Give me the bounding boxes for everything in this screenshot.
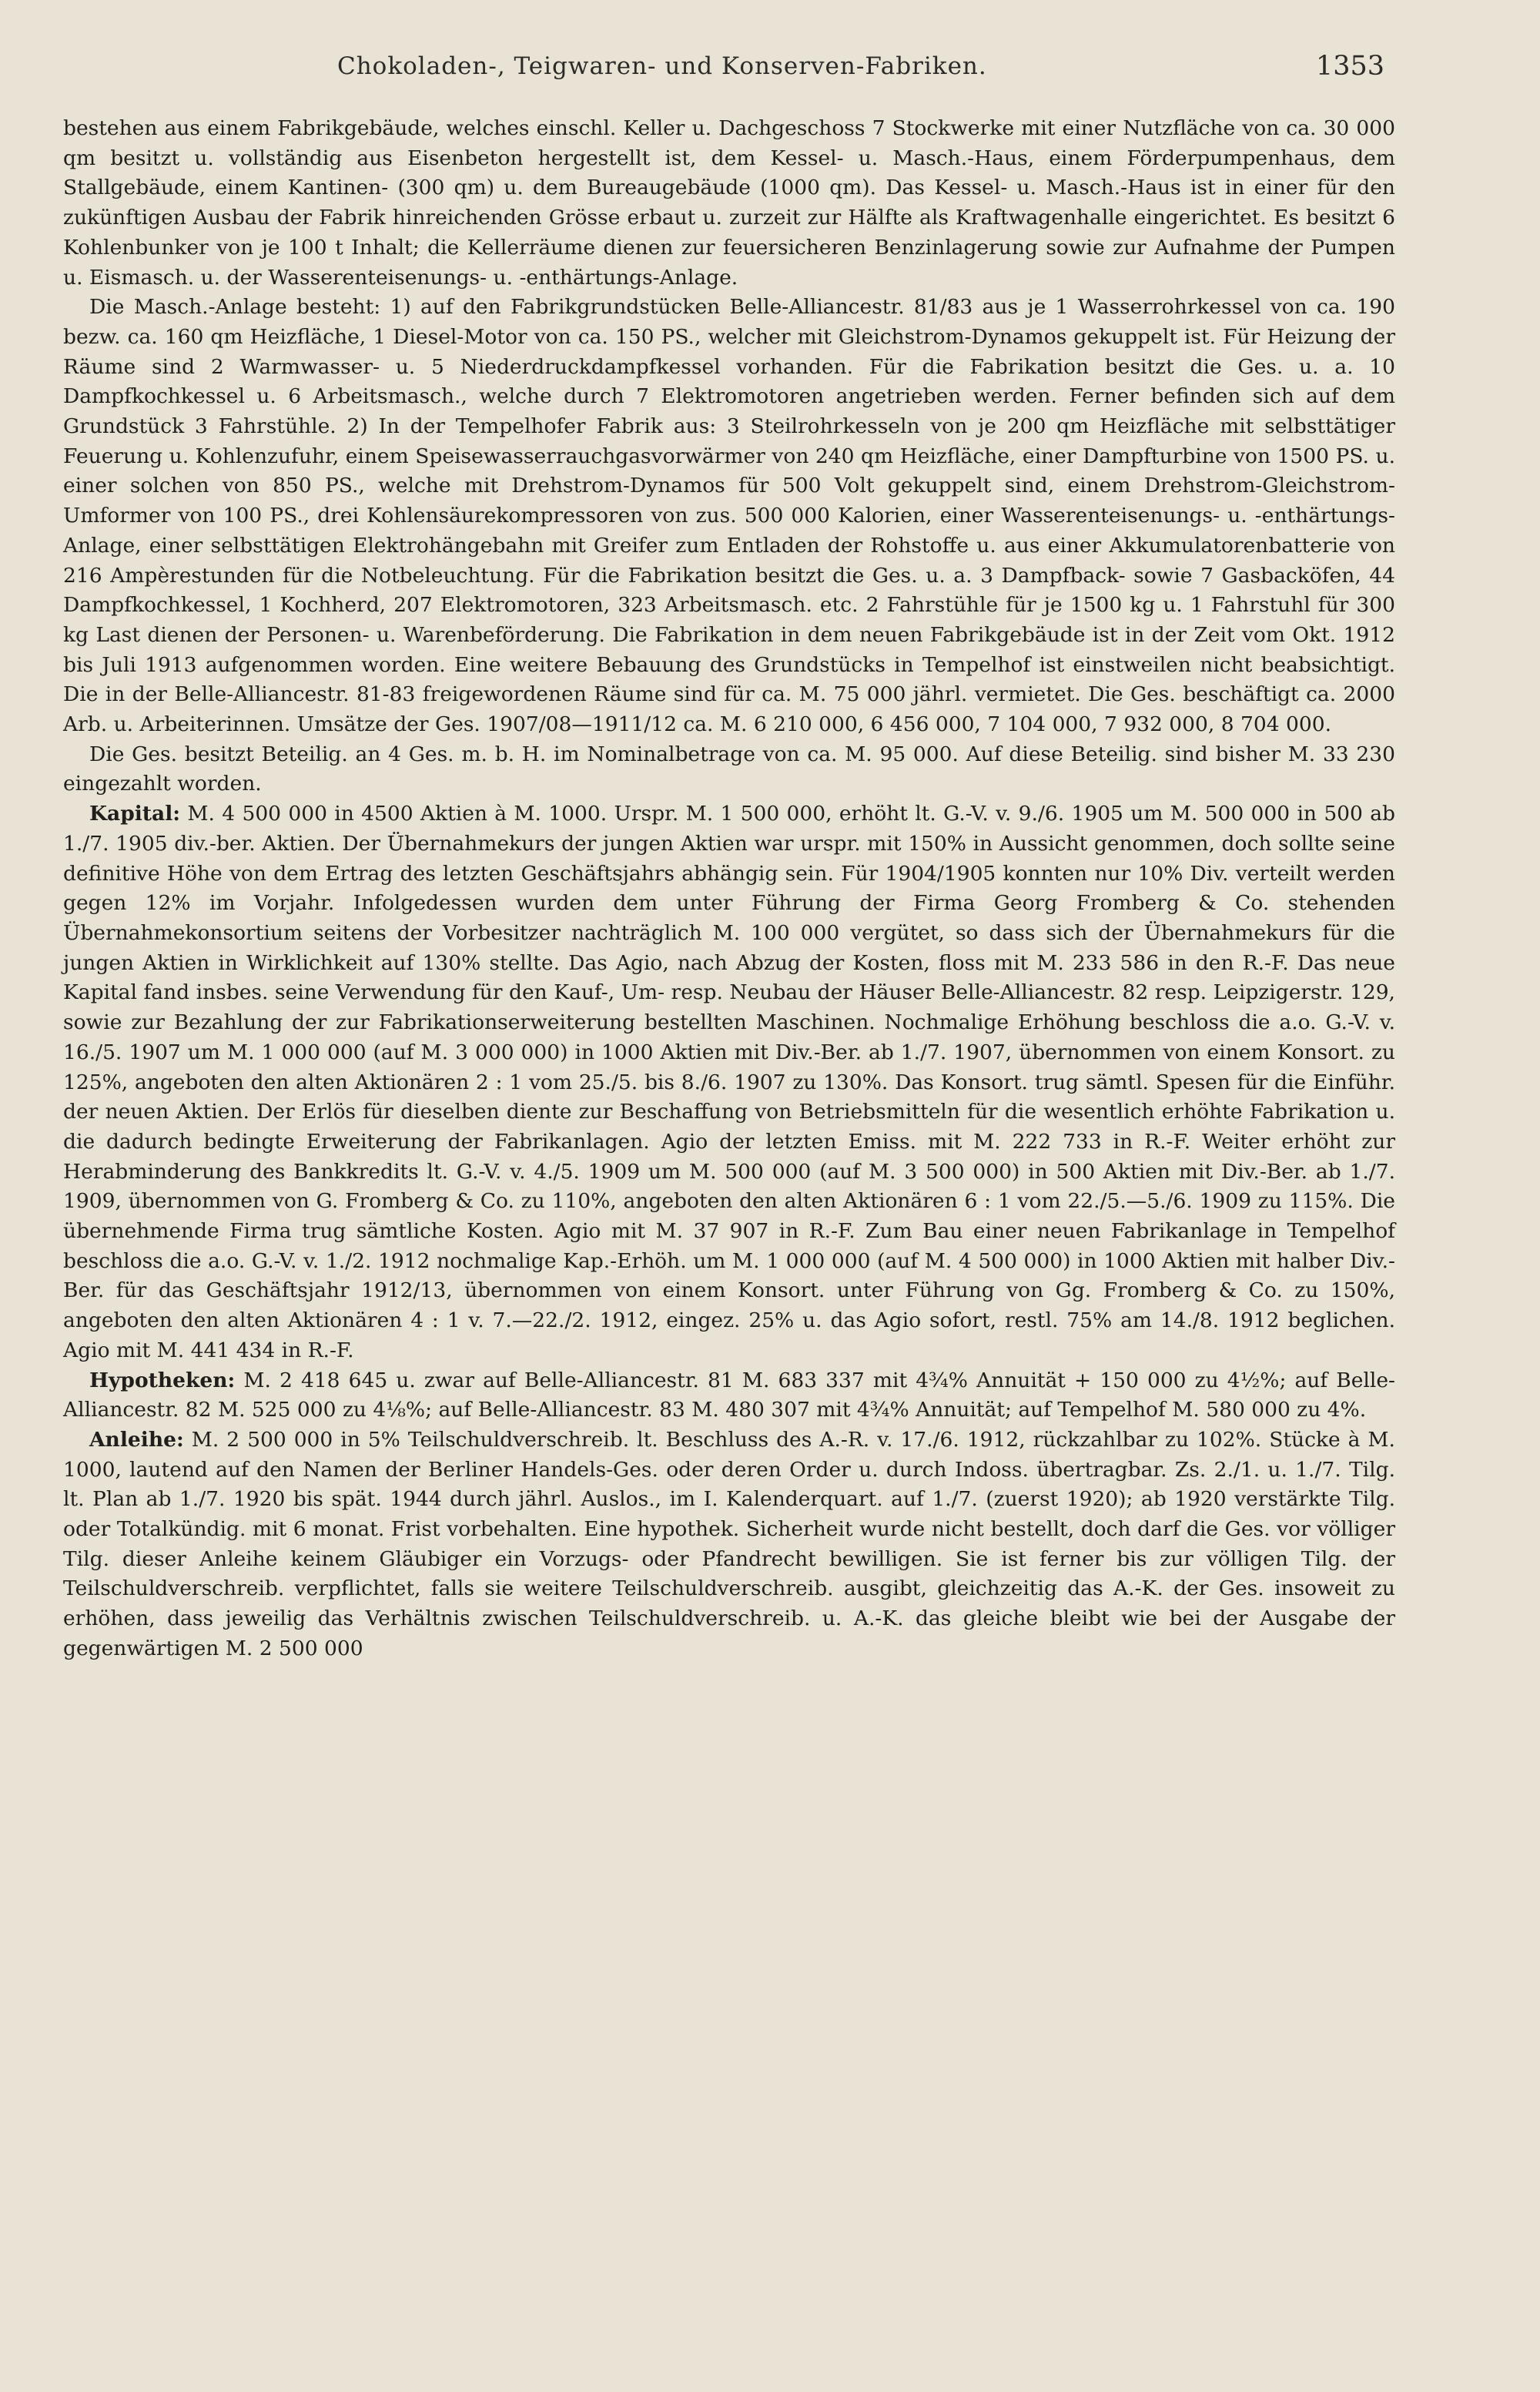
paragraph-anleihe <box>63 1425 1395 1664</box>
kapital-text: M. 4 500 000 in 4500 Aktien à M. 1000. Urspr. M. 1 500 000, erhöht lt. G.-V. v. 9./6. 1905 um M. 500 000 in 500 ab 1./7. 1905 div.-ber. Aktien. Der Übernahmekurs der jungen Aktien war urspr. mit 150% in Aussicht genommen, doch sollte seine definitive Höhe von dem Ertrag des letzten Geschäftsjahrs abhängig sein. Für 1904/1905 konnten nur 10% Div. verteilt werden gegen 12% im Vorjahr. Infolgedessen wurden dem unter Führung der Firma Georg Fromberg & Co. stehenden Übernahmekonsortium seitens der Vorbesitzer nachträglich M. 100 000 vergütet, so dass sich der Übernahmekurs für die jungen Aktien in Wirklichkeit auf 130% stellte. Das Agio, nach Abzug der Kosten, floss mit M. 233 586 in den R.-F. Das neue Kapital fand insbes. seine Verwendung für den Kauf-, Um- resp. Neubau der Häuser Belle-Alliancestr. 82 resp. Leipzigerstr. 129, sowie zur Bezahlung der zur Fabrikationserweiterung bestellten Maschinen. Nochmalige Erhöhung beschloss die a.o. G.-V. v. 16./5. 1907 um M. 1 000 000 (auf M. 3 000 000) in 1000 Aktien mit Div.-Ber. ab 1./7. 1907, übernommen von einem Konsort. zu 125%, angeboten den alten Aktionären 2 : 1 vom 25./5. bis 8./6. 1907 zu 130%. Das Konsort. trug sämtl. Spesen für die Einführ. der neuen Aktien. Der Erlös für dieselben diente zur Beschaffung von Betriebsmitteln für die wesentlich erhöhte Fabrikation u. die dadurch bedingte Erweiterung der Fabrikanlagen. Agio der letzten Emiss. mit M. 222 733 in R.-F. Weiter erhöht zur Herabminderung des Bankkredits lt. G.-V. v. 4./5. 1909 um M. 500 000 (auf M. 3 500 000) in 500 Aktien mit Div.-Ber. ab 1./7. 1909, übernommen von G. Fromberg & Co. zu 110%, angeboten den alten Aktionären 6 : 1 vom 22./5.—5./6. 1909 zu 115%. Die übernehmende Firma trug sämtliche Kosten. Agio mit M. 37 907 in R.-F. Zum Bau einer neuen Fabrikanlage in Tempelhof beschloss die a.o. G.-V. v. 1./2. 1912 nochmalige Kap.-Erhöh. um M. 1 000 000 (auf M. 4 500 000) in 1000 Aktien mit halber Div.-Ber. für das Geschäftsjahr 1912/13, übernommen von einem Konsort. unter Führung von Gg. Fromberg & Co. zu 150%, angeboten den alten Aktionären 4 : 1 v. 7.—22./2. 1912, eingez. 25% u. das Agio sofort, restl. 75% am 14./8. 1912 beglichen. Agio mit M. 441 434 in R.-F. <box>63 802 1395 1362</box>
page-number: 1353 <box>1315 51 1384 82</box>
kapital-label: Kapital: <box>89 802 181 826</box>
hypotheken-label: Hypotheken: <box>89 1368 236 1392</box>
hypotheken-text: M. 2 418 645 u. zwar auf Belle-Alliancestr. 81 M. 683 337 mit 4¾% Annuität + 150 000 zu 4½%; auf Belle-Alliancestr. 82 M. 525 000 zu 4⅛%; auf Belle-Alliancestr. 83 M. 480 307 mit 4¾% Annuität; auf Tempelhof M. 580 000 zu 4%. <box>63 1368 1395 1422</box>
paragraph-machinery: Die Masch.-Anlage besteht: 1) auf den Fabrikgrundstücken Belle-Alliancestr. 81/83 aus je 1 Wasserrohrkessel von ca. 190 bezw. ca. 160 qm Heizfläche, 1 Diesel-Motor von ca. 150 PS., welcher mit Gleichstrom-Dynamos gekuppelt ist. Für Heizung der Räume sind 2 Warmwasser- u. 5 Niederdruckdampfkessel vorhanden. Für die Fabrikation besitzt die Ges. u. a. 10 Dampfkochkessel u. 6 Arbeitsmasch., welche durch 7 Elektromotoren angetrieben werden. Ferner befinden sich auf dem Grundstück 3 Fahrstühle. 2) In der Tempelhofer Fabrik aus: 3 Steilrohrkesseln von je 200 qm Heizfläche mit selbsttätiger Feuerung u. Kohlenzufuhr, einem Speisewasserrauchgasvorwärmer von 240 qm Heizfläche, einer Dampfturbine von 1500 PS. u. einer solchen von 850 PS., welche mit Drehstrom-Dynamos für 500 Volt gekuppelt sind, einem Drehstrom-Gleichstrom-Umformer von 100 PS., drei Kohlensäurekompressoren von zus. 500 000 Kalorien, einer Wasserenteisenungs- u. -enthärtungs-Anlage, einer selbsttätigen Elektrohängebahn mit Greifer zum Entladen der Rohstoffe u. aus einer Akkumulatorenbatterie von 216 Ampèrestunden für die Notbeleuchtung. Für die Fabrikation besitzt die Ges. u. a. 3 Dampfback- sowie 7 Gasbacköfen, 44 Dampfkochkessel, 1 Kochherd, 207 Elektromotoren, 323 Arbeitsmasch. etc. 2 Fahrstühle für je 1500 kg u. 1 Fahrstuhl für 300 kg Last dienen der Personen- u. Warenbeförderung. Die Fabrikation in dem neuen Fabrikgebäude ist in der Zeit vom Okt. 1912 bis Juli 1913 aufgenommen worden. Eine weitere Bebauung des Grundstücks in Tempelhof ist einstweilen nicht beabsichtigt. Die in der Belle-Alliancestr. 81-83 freigewordenen Räume sind für ca. M. 75 000 jährl. vermietet. Die Ges. beschäftigt ca. 2000 Arb. u. Arbeiterinnen. Umsätze der Ges. 1907/08—1911/12 ca. M. 6 210 000, 6 456 000, 7 104 000, 7 932 000, 8 704 000. <box>63 295 1395 737</box>
body-text <box>63 114 1395 1664</box>
paragraph-buildings: bestehen aus einem Fabrikgebäude, welches einschl. Keller u. Dachgeschoss 7 Stockwerke mit einer Nutzfläche von ca. 30 000 qm besitzt u. vollständig aus Eisenbeton hergestellt ist, dem Kessel- u. Masch.-Haus, einem Förderpumpenhaus, dem Stallgebäude, einem Kantinen- (300 qm) u. dem Bureaugebäude (1000 qm). Das Kessel- u. Masch.-Haus ist in einer für den zukünftigen Ausbau der Fabrik hinreichenden Grösse erbaut u. zurzeit zur Hälfte als Kraftwagenhalle eingerichtet. Es besitzt 6 Kohlenbunker von je 100 t Inhalt; die Kellerräume dienen zur feuersicheren Benzinlagerung sowie zur Aufnahme der Pumpen u. Eismasch. u. der Wasserenteisenungs- u. -enthärtungs-Anlage. <box>63 116 1395 290</box>
paragraph-hypotheken <box>63 1366 1395 1425</box>
paragraph-kapital <box>63 799 1395 1365</box>
anleihe-label: Anleihe: <box>89 1427 184 1452</box>
paragraph-participations: Die Ges. besitzt Beteilig. an 4 Ges. m. b. H. im Nominalbetrage von ca. M. 95 000. Auf diese Beteilig. sind bisher M. 33 230 eingezahlt worden. <box>63 742 1395 796</box>
running-head: Chokoladen-, Teigwaren- und Konserven-Fabriken. <box>337 52 987 80</box>
anleihe-text: M. 2 500 000 in 5% Teilschuldverschreib. lt. Beschluss des A.-R. v. 17./6. 1912, rückzahlbar zu 102%. Stücke à M. 1000, lautend auf den Namen der Berliner Handels-Ges. oder deren Order u. durch Indoss. übertragbar. Zs. 2./1. u. 1./7. Tilg. lt. Plan ab 1./7. 1920 bis spät. 1944 durch jährl. Auslos., im I. Kalenderquart. auf 1./7. (zuerst 1920); ab 1920 verstärkte Tilg. oder Totalkündig. mit 6 monat. Frist vorbehalten. Eine hypothek. Sicherheit wurde nicht bestellt, doch darf die Ges. vor völliger Tilg. dieser Anleihe keinem Gläubiger ein Vorzugs- oder Pfandrecht bewilligen. Sie ist ferner bis zur völligen Tilg. der Teilschuldverschreib. verpflichtet, falls sie weitere Teilschuldverschreib. ausgibt, gleichzeitig das A.-K. der Ges. insoweit zu erhöhen, dass jeweilig das Verhältnis zwischen Teilschuldverschreib. u. A.-K. das gleiche bleibt wie bei der Ausgabe der gegenwärtigen M. 2 500 000 <box>63 1427 1395 1660</box>
